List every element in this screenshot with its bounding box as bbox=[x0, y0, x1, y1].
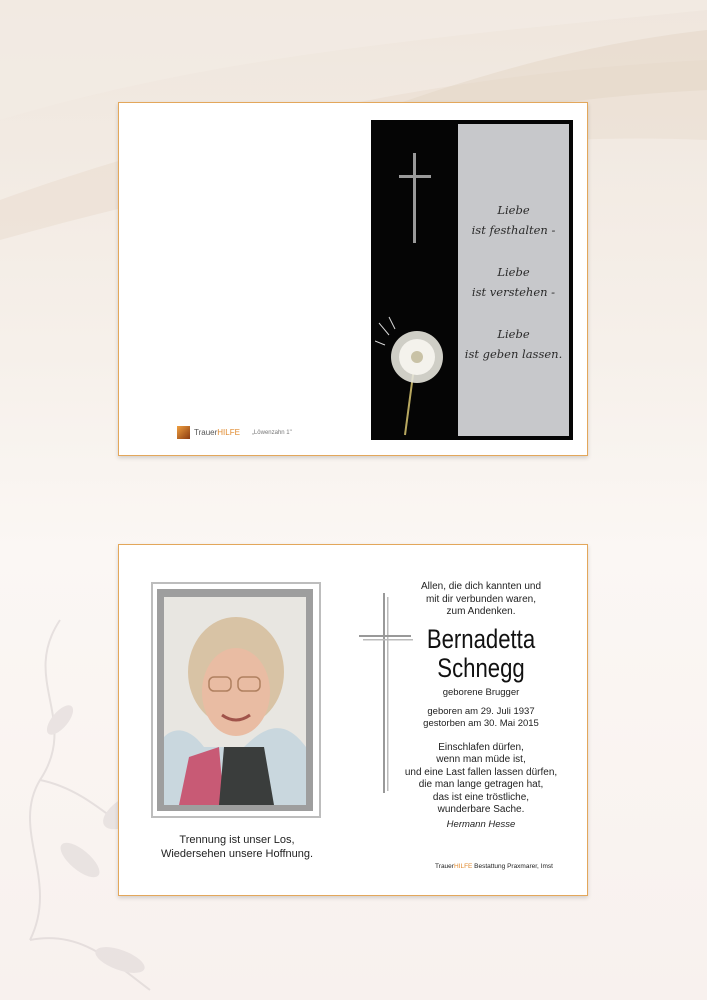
motto-line: Wiedersehen unsere Hoffnung. bbox=[160, 848, 314, 860]
poem-stanza bbox=[458, 324, 569, 364]
poem-stanza bbox=[458, 200, 569, 240]
obituary-text bbox=[391, 581, 571, 830]
verse-line: Einschlafen dürfen, bbox=[438, 741, 524, 753]
first-name: Bernadetta bbox=[426, 623, 536, 654]
portrait-photo bbox=[164, 597, 306, 805]
dedication-line: Allen, die dich kannten und bbox=[420, 581, 542, 592]
poem-stanza bbox=[458, 262, 569, 302]
poem bbox=[458, 200, 569, 386]
dedication-line: mit dir verbunden waren, bbox=[425, 593, 537, 605]
design-caption: „Löwenzahn 1" bbox=[251, 429, 292, 436]
poem-line: ist verstehen - bbox=[471, 285, 556, 299]
front-panel bbox=[371, 120, 573, 440]
logo-brand-left: Trauer bbox=[194, 428, 218, 437]
footer-brand-right: HILFE bbox=[453, 863, 473, 870]
poem-line: Liebe bbox=[497, 327, 530, 341]
cross-icon bbox=[399, 153, 431, 243]
dandelion-icon bbox=[375, 315, 459, 440]
dedication bbox=[391, 581, 571, 619]
verse-line: wunderbare Sache. bbox=[437, 804, 525, 815]
verse bbox=[391, 742, 571, 817]
death-date: gestorben am 30. Mai 2015 bbox=[423, 717, 539, 729]
motto-line: Trennung ist unser Los, bbox=[179, 834, 295, 846]
poem-line: ist geben lassen. bbox=[464, 347, 563, 361]
card-inside bbox=[118, 544, 588, 896]
life-dates bbox=[391, 706, 571, 730]
footer-brand-left: Trauer bbox=[435, 863, 454, 870]
trauerhilfe-logo bbox=[177, 426, 292, 439]
verse-line: und eine Last fallen lassen dürfen, bbox=[404, 766, 558, 778]
card-front bbox=[118, 102, 588, 456]
logo-mark-icon bbox=[177, 426, 190, 439]
logo-brand-right: HILFE bbox=[217, 428, 240, 437]
verse-line: wenn man müde ist, bbox=[436, 754, 526, 765]
poem-line: Liebe bbox=[497, 265, 530, 279]
poem-line: ist festhalten - bbox=[471, 223, 556, 237]
funeral-home-footer bbox=[409, 863, 579, 870]
birth-date: geboren am 29. Juli 1937 bbox=[427, 705, 535, 717]
last-name: Schnegg bbox=[437, 652, 525, 683]
verse-author: Hermann Hesse bbox=[446, 818, 516, 830]
verse-line: das ist eine tröstliche, bbox=[432, 791, 530, 803]
maiden-name: geborene Brugger bbox=[442, 686, 520, 698]
poem-line: Liebe bbox=[497, 203, 530, 217]
footer-text: Bestattung Praxmarer, Imst bbox=[472, 863, 553, 870]
deceased-name bbox=[407, 625, 555, 683]
motto bbox=[139, 833, 335, 861]
portrait-image bbox=[164, 597, 306, 805]
dedication-line: zum Andenken. bbox=[446, 606, 516, 617]
verse-line: die man lange getragen hat, bbox=[418, 779, 544, 790]
